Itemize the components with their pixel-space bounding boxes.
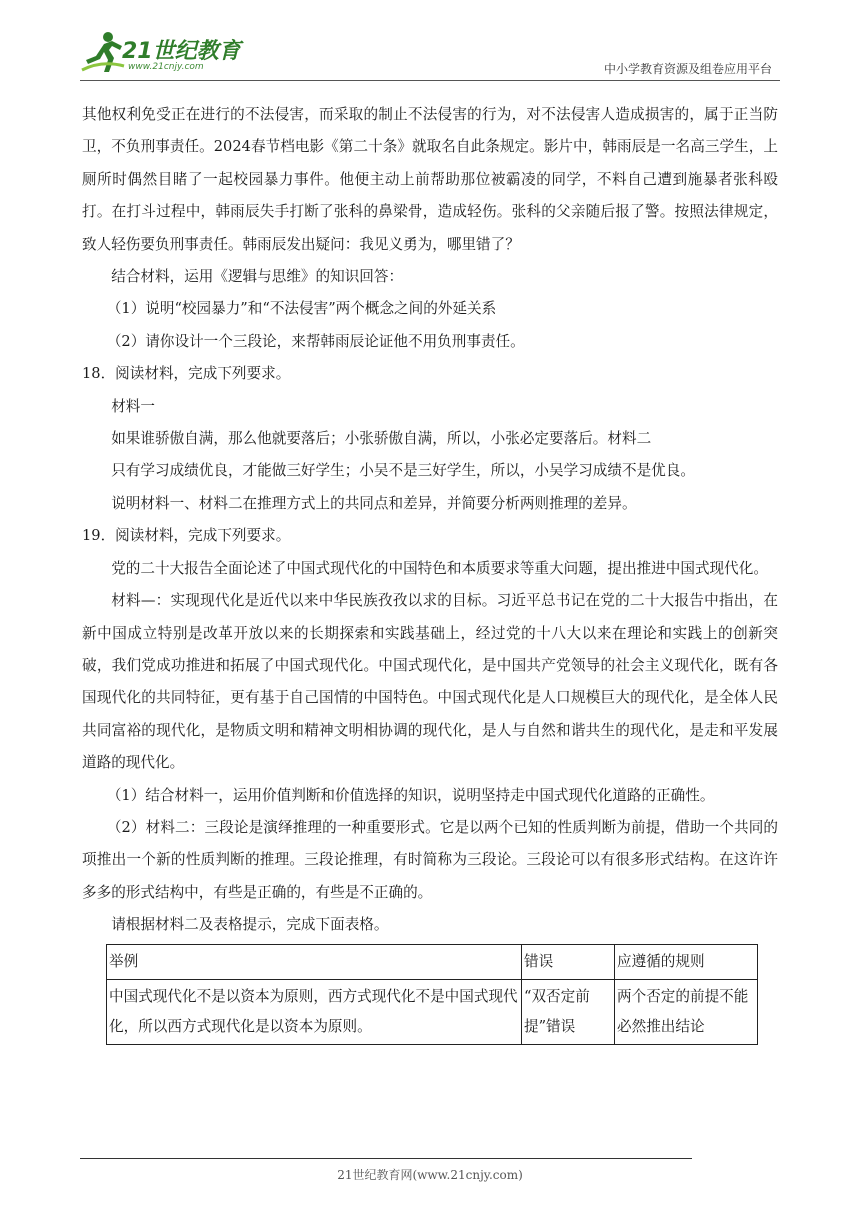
paragraph: 如果谁骄傲自满，那么他就要落后；小张骄傲自满，所以，小张必定要落后。材料二 [111, 430, 652, 448]
logo-text: 21世纪教育 [122, 39, 241, 64]
document-body [82, 99, 778, 1045]
table-row [107, 979, 758, 1044]
paragraph: 党的二十大报告全面论述了中国式现代化的中国特色和本质要求等重大问题，提出推进中国式现代化。 [111, 559, 768, 577]
question-item: （2）请你设计一个三段论，来帮韩雨辰论证他不用负刑事责任。 [106, 332, 525, 350]
page-footer: 21世纪教育网(www.21cnjy.com) [337, 1168, 523, 1182]
paragraph: 只有学习成绩优良，才能做三好学生；小吴不是三好学生，所以，小吴学习成绩不是优良。 [111, 462, 695, 480]
question-heading: 18．阅读材料，完成下列要求。 [82, 365, 291, 383]
table-cell: 两个否定的前提不能必然推出结论 [615, 979, 758, 1044]
paragraph: 其他权利免受正在进行的不法侵害，而采取的制止不法侵害的行为，对不法侵害人造成损害的，属于正当防卫，不负刑事责任。2024春节档电影《第二十条》就取名自此条规定。影片中，韩雨辰是一名高三学生，上厕所时偶然目睹了一起校园暴力事件。他便主动上前帮助那位被霸凌的同学，不料自己遭到施暴者张科殴打。在打斗过程中，韩雨辰失手打断了张科的鼻梁骨，造成轻伤。张科的父亲随后报了警。按照法律规定，致人轻伤要负刑事责任。韩雨辰发出疑问：我见义勇为，哪里错了？ [82, 106, 778, 253]
header-divider [80, 80, 780, 81]
page-header [0, 0, 860, 84]
footer-divider [80, 1158, 692, 1159]
question-item: （1）说明“校园暴力”和“不法侵害”两个概念之间的外延关系 [106, 300, 497, 318]
table-header-cell: 错误 [522, 944, 615, 979]
platform-name: 中小学教育资源及组卷应用平台 [603, 62, 772, 76]
table-cell: “双否定前提”错误 [522, 979, 615, 1044]
question-item: （1）结合材料一，运用价值判断和价值选择的知识，说明坚持走中国式现代化道路的正确性。 [106, 786, 715, 804]
table-header-cell: 应遵循的规则 [615, 944, 758, 979]
paragraph: 说明材料一、材料二在推理方式上的共同点和差异，并简要分析两则推理的差异。 [111, 494, 637, 512]
answer-table [106, 944, 758, 1045]
table-header-cell: 举例 [107, 944, 522, 979]
logo [78, 30, 248, 78]
table-header-row [107, 944, 758, 979]
paragraph: 结合材料，运用《逻辑与思维》的知识回答： [111, 268, 404, 286]
paragraph: 材料—：实现现代化是近代以来中华民族孜孜以求的目标。习近平总书记在党的二十大报告中指出，在新中国成立特别是改革开放以来的长期探索和实践基础上，经过党的十八大以来在理论和实践上的创新突破，我们党成功推进和拓展了中国式现代化。中国式现代化，是中国共产党领导的社会主义现代化，既有各国现代化的共同特征，更有基于自己国情的中国特色。中国式现代化是人口规模巨大的现代化，是全体人民共同富裕的现代化，是物质文明和精神文明相协调的现代化，是人与自然和谐共生的现代化，是走和平发展道路的现代化。 [82, 592, 778, 772]
question-heading: 19．阅读材料，完成下列要求。 [82, 527, 291, 545]
question-item: （2）材料二：三段论是演绎推理的一种重要形式。它是以两个已知的性质判断为前提，借助一个共同的项推出一个新的性质判断的推理。三段论推理，有时简称为三段论。三段论可以有很多形式结构。在这许许多多的形式结构中，有些是正确的，有些是不正确的。 [82, 818, 778, 901]
runner-icon [78, 30, 126, 74]
table-cell: 中国式现代化不是以资本为原则，西方式现代化不是中国式现代化，所以西方式现代化是以资本为原则。 [107, 979, 522, 1044]
logo-url: www.21cnjy.com [128, 62, 204, 72]
paragraph: 请根据材料二及表格提示，完成下面表格。 [111, 916, 389, 934]
paragraph: 材料一 [111, 397, 155, 415]
